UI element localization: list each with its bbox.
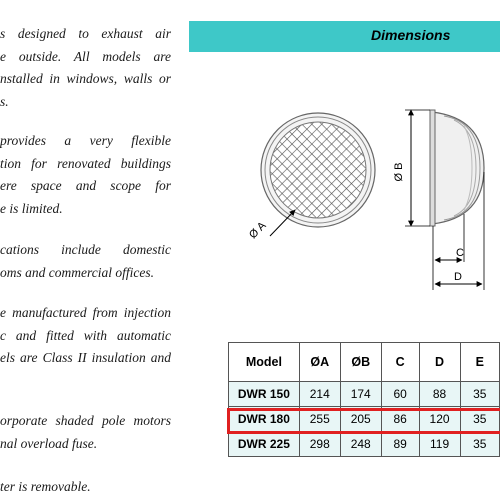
cell-value: 89 [381,432,419,457]
header-dia-b: ØB [340,343,381,382]
paragraph-6 [0,476,171,499]
paragraph-5 [0,410,171,455]
front-view [261,113,375,227]
paragraph-4 [0,302,171,370]
cell-value: 35 [460,407,499,432]
side-view [430,110,484,226]
highlight-box [227,408,500,434]
text-line: nal overload fuse. [0,435,98,451]
dimensions-table [228,342,500,457]
text-line: e manufactured from injection [0,305,171,320]
header-dia-a: ØA [299,343,340,382]
text-line: c and fitted with automatic [0,327,171,343]
cell-value: 214 [299,382,340,407]
text-line: ere space and scope for [0,178,171,193]
text-line: e outside. All models are [0,48,171,64]
text-line: oms and commercial offices. [0,264,154,280]
table-header-row [229,343,500,382]
header-d: D [419,343,460,382]
cell-value: 298 [299,432,340,457]
text-line: e is limited. [0,200,63,216]
dimensions-title: Dimensions [371,27,451,43]
cell-value: 35 [460,432,499,457]
cell-value: 255 [299,407,340,432]
cell-value: 174 [340,382,381,407]
text-line: cations include domestic [0,242,171,257]
text-line: els are Class II insulation and [0,350,171,365]
cell-model: DWR 150 [229,382,300,407]
paragraph-3 [0,239,171,284]
dimensions-header-band [189,21,500,52]
dim-a-label: Ø A [247,219,269,242]
cell-value: 119 [419,432,460,457]
dimensions-diagram [220,90,500,300]
dim-b-label: Ø B [393,162,405,182]
header-model: Model [229,343,300,382]
dim-d-label: D [454,271,462,283]
text-line: tion for renovated buildings [0,155,171,171]
cell-model: DWR 180 [229,407,300,432]
cell-value: 120 [419,407,460,432]
text-line: nstalled in windows, walls or [0,71,171,86]
paragraph-2 [0,130,171,220]
text-line: orporate shaded pole motors [0,413,171,428]
cell-value: 205 [340,407,381,432]
text-line: s. [0,93,9,109]
description-column [0,0,180,500]
table-row [229,432,500,457]
dim-c-label: C [456,247,464,259]
table-row [229,382,500,407]
text-line: s designed to exhaust air [0,26,171,41]
cell-value: 248 [340,432,381,457]
paragraph-1 [0,23,171,113]
cell-value: 35 [460,382,499,407]
cell-value: 60 [381,382,419,407]
header-e: E [460,343,499,382]
cell-value: 86 [381,407,419,432]
header-c: C [381,343,419,382]
cell-value: 88 [419,382,460,407]
cell-model: DWR 225 [229,432,300,457]
text-line: ter is removable. [0,479,91,494]
text-line: provides a very flexible [0,133,171,148]
